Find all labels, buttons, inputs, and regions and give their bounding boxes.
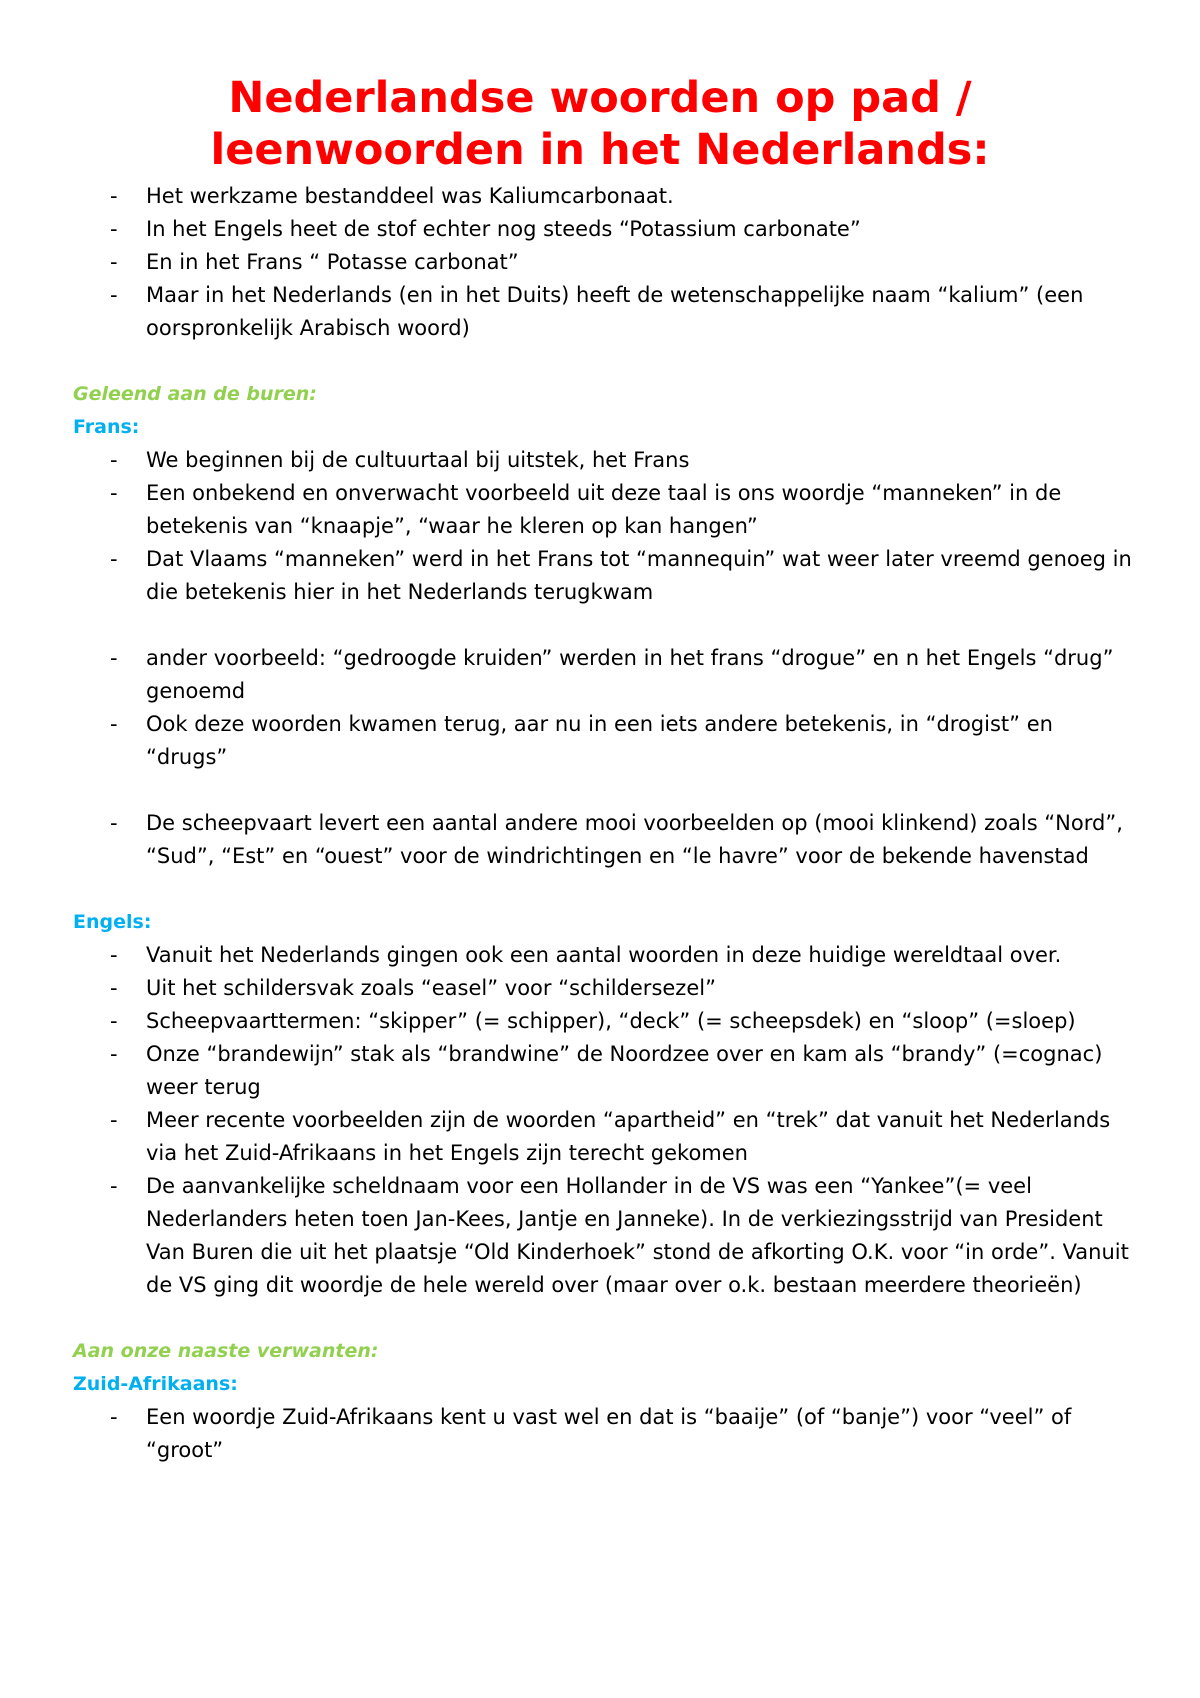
subheading-engels: Engels:: [73, 911, 152, 933]
bullet-dash: -: [110, 250, 118, 274]
subheading-frans: Frans:: [73, 416, 140, 438]
title-line-1: Nederlandse woorden op pad /: [228, 73, 972, 123]
list-item: - De scheepvaart levert een aantal andere mooi voorbeelden op (mooi klinkend) zoals “Nord”, “Sud”, “Est” en “ouest” voor de windrichtingen en “le havre” voor de bekende havenstad: [73, 807, 1133, 873]
zuid-afrikaans-list: [73, 1401, 1133, 1467]
frans-list-2: [73, 642, 1133, 774]
intro-list: [73, 180, 1133, 345]
bullet-dash: -: [110, 217, 118, 241]
bullet-dash: -: [110, 1108, 118, 1132]
bullet-dash: -: [110, 1042, 118, 1066]
engels-list: [73, 939, 1133, 1302]
spacer: [73, 1302, 1133, 1335]
list-item: - Scheepvaarttermen: “skipper” (= schipper), “deck” (= scheepsdek) en “sloop” (=sloep): [73, 1005, 1133, 1038]
list-item: - Een woordje Zuid-Afrikaans kent u vast wel en dat is “baaije” (of “banje”) voor “veel” of “groot”: [73, 1401, 1133, 1467]
spacer: [73, 345, 1133, 378]
bullet-dash: -: [110, 283, 118, 307]
frans-list-1: [73, 444, 1133, 609]
list-item: - Vanuit het Nederlands gingen ook een aantal woorden in deze huidige wereldtaal over.: [73, 939, 1133, 972]
page-title: [0, 72, 1200, 176]
spacer: [73, 774, 1133, 807]
bullet-dash: -: [110, 448, 118, 472]
bullet-dash: -: [110, 1405, 118, 1429]
list-item: - Meer recente voorbeelden zijn de woorden “apartheid” en “trek” dat vanuit het Nederlands via het Zuid-Afrikaans in het Engels zijn terecht gekomen: [73, 1104, 1133, 1170]
bullet-dash: -: [110, 712, 118, 736]
bullet-dash: -: [110, 547, 118, 571]
spacer: [73, 873, 1133, 906]
spacer: [73, 609, 1133, 642]
section-heading-verwanten: Aan onze naaste verwanten:: [73, 1340, 379, 1362]
list-item: - Het werkzame bestanddeel was Kaliumcarbonaat.: [73, 180, 1133, 213]
bullet-dash: -: [110, 1174, 118, 1198]
bullet-dash: -: [110, 976, 118, 1000]
list-item: - Maar in het Nederlands (en in het Duits) heeft de wetenschappelijke naam “kalium” (een oorspronkelijk Arabisch woord): [73, 279, 1133, 345]
document-body: [73, 180, 1133, 1467]
subheading-zuid-afrikaans: Zuid-Afrikaans:: [73, 1373, 238, 1395]
bullet-dash: -: [110, 811, 118, 835]
section-heading-geleend: Geleend aan de buren:: [73, 383, 317, 405]
bullet-dash: -: [110, 646, 118, 670]
bullet-dash: -: [110, 943, 118, 967]
frans-list-3: [73, 807, 1133, 873]
bullet-dash: -: [110, 481, 118, 505]
list-item: - We beginnen bij de cultuurtaal bij uitstek, het Frans: [73, 444, 1133, 477]
title-line-2: leenwoorden in het Nederlands:: [210, 125, 990, 175]
list-item: - En in het Frans “ Potasse carbonat”: [73, 246, 1133, 279]
list-item: - Dat Vlaams “manneken” werd in het Frans tot “mannequin” wat weer later vreemd genoeg in die betekenis hier in het Nederlands terugkwam: [73, 543, 1133, 609]
list-item: - Uit het schildersvak zoals “easel” voor “schildersezel”: [73, 972, 1133, 1005]
list-item: - Een onbekend en onverwacht voorbeeld uit deze taal is ons woordje “manneken” in de betekenis van “knaapje”, “waar he kleren op kan hangen”: [73, 477, 1133, 543]
list-item: - In het Engels heet de stof echter nog steeds “Potassium carbonate”: [73, 213, 1133, 246]
list-item: - De aanvankelijke scheldnaam voor een Hollander in de VS was een “Yankee”(= veel Nederlanders heten toen Jan-Kees, Jantje en Janneke). In de verkiezingsstrijd van President Van Buren die uit het plaatsje “Old Kinderhoek” stond de afkorting O.K. voor “in orde”. Vanuit de VS ging dit woordje de hele wereld over (maar over o.k. bestaan meerdere theorieën): [73, 1170, 1133, 1302]
bullet-dash: -: [110, 1009, 118, 1033]
list-item: - ander voorbeeld: “gedroogde kruiden” werden in het frans “drogue” en n het Engels “drug” genoemd: [73, 642, 1133, 708]
list-item: - Onze “brandewijn” stak als “brandwine” de Noordzee over en kam als “brandy” (=cognac) weer terug: [73, 1038, 1133, 1104]
list-item: - Ook deze woorden kwamen terug, aar nu in een iets andere betekenis, in “drogist” en “drugs”: [73, 708, 1133, 774]
bullet-dash: -: [110, 184, 118, 208]
